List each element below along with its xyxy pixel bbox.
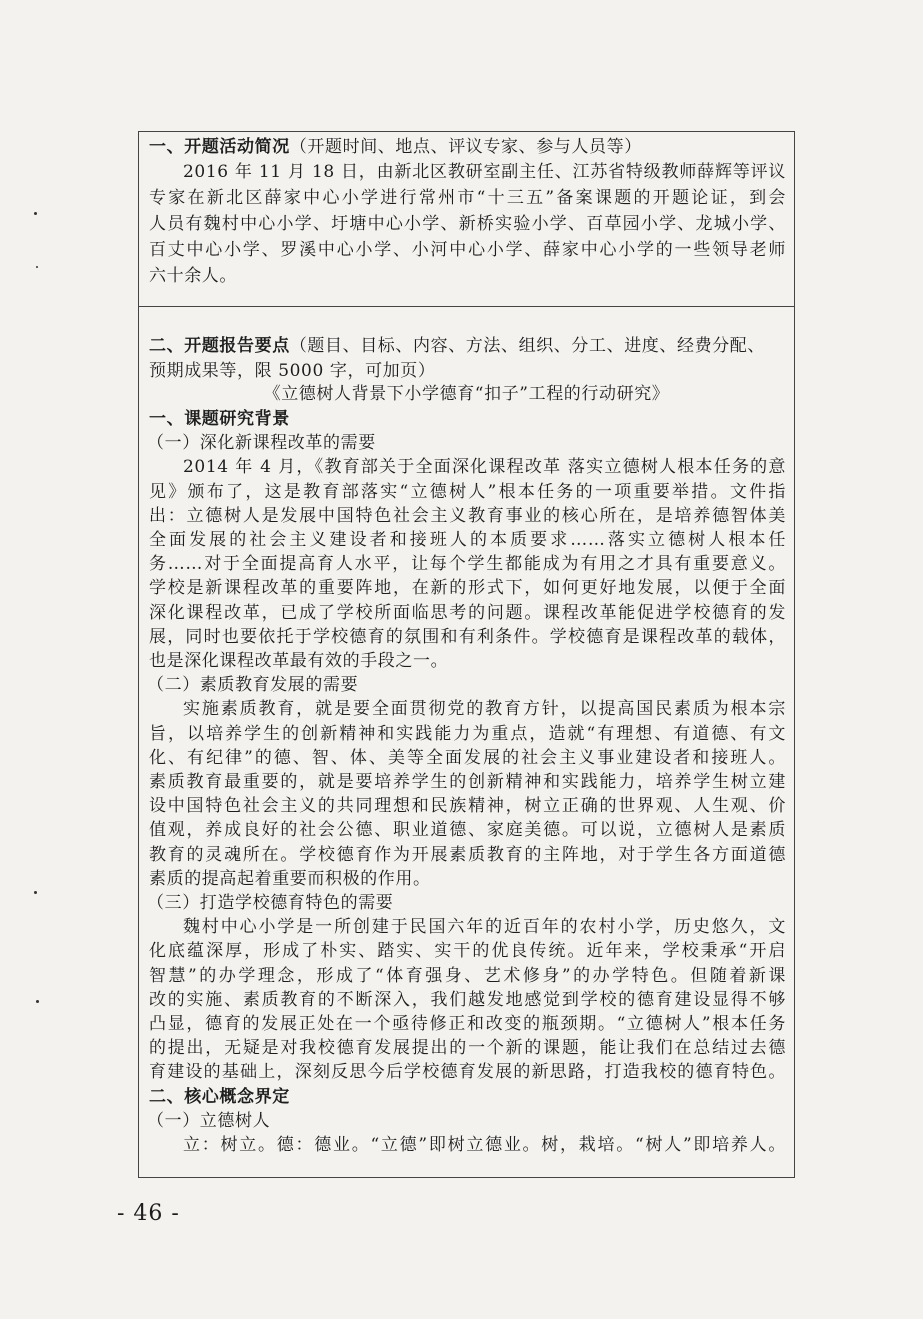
section-subheading: 一、课题研究背景 <box>149 409 290 429</box>
section2-text-line: 立：树立。德：德业。“立德”即树立德业。树，栽培。“树人”即培养人。 <box>183 1135 786 1155</box>
section1-text-line: 专家在新北区薛家中心小学进行常州市“十三五”备案课题的开题论证，到会 <box>149 188 786 208</box>
section2-text-line: 育建设的基础上，深刻反思今后学校德育发展的新思路，打造我校的德育特色。 <box>149 1062 786 1082</box>
section2-text-line: 的提出，无疑是对我校德育发展提出的一个新的课题，能让我们在总结过去德 <box>149 1038 786 1058</box>
section1-heading-line <box>149 135 786 159</box>
section2-text-line: 设中国特色社会主义的共同理想和民族精神，树立正确的世界观、人生观、价 <box>149 796 786 816</box>
section2-text-line: 值观，养成良好的社会公德、职业道德、家庭美德。可以说，立德树人是素质 <box>149 820 786 840</box>
section2-text-line: （三）打造学校德育特色的需要 <box>147 893 394 913</box>
scan-speck <box>36 266 38 268</box>
scan-speck <box>34 891 37 894</box>
section2-text-line: 素质的提高起着重要而积极的作用。 <box>149 869 431 889</box>
section1-text-line: 人员有魏村中心小学、圩塘中心小学、新桥实验小学、百草园小学、龙城小学、 <box>149 214 786 234</box>
section-subheading: 二、核心概念界定 <box>149 1087 290 1107</box>
section2-text-line: 学校是新课程改革的重要阵地，在新的形式下，如何更好地发展，以便于全面 <box>149 578 786 598</box>
section2-text-line: 教育的灵魂所在。学校德育作为开展素质教育的主阵地，对于学生各方面道德 <box>149 845 786 865</box>
section1-text-line: 百丈中心小学、罗溪中心小学、小河中心小学、薛家中心小学的一些领导老师 <box>149 240 786 260</box>
section-report-points <box>139 307 794 1177</box>
section2-heading-note: （题目、目标、内容、方法、组织、分工、进度、经费分配、 <box>289 336 766 356</box>
section2-text-line: 2014 年 4 月，《教育部关于全面深化课程改革 落实立德树人根本任务的意 <box>183 457 786 477</box>
section1-text-line: 六十余人。 <box>149 266 237 286</box>
section2-text-line: 智慧”的办学理念，形成了“体育强身、艺术修身”的办学特色。但随着新课 <box>149 966 786 986</box>
section2-text-line: 也是深化课程改革最有效的手段之一。 <box>149 651 449 671</box>
section2-text-line: 魏村中心小学是一所创建于民国六年的近百年的农村小学，历史悠久，文 <box>183 917 786 937</box>
section2-text-line: 展，同时也要依托于学校德育的氛围和有利条件。学校德育是课程改革的载体， <box>149 627 786 647</box>
section2-text-line: （一）深化新课程改革的需要 <box>147 433 376 453</box>
section2-text-line: 化底蕴深厚，形成了朴实、踏实、实干的优良传统。近年来，学校秉承“开启 <box>149 941 786 961</box>
section1-text-line: 2016 年 11 月 18 日，由新北区教研室副主任、江苏省特级教师薛辉等评议 <box>183 162 786 182</box>
report-title: 《立德树人背景下小学德育“扣子”工程的行动研究》 <box>263 384 670 404</box>
section2-text-line: 务……对于全面提高育人水平，让每个学生都能成为有用之才具有重要意义。 <box>149 554 786 574</box>
section-activity-overview <box>139 132 794 307</box>
section2-text-line: 深化课程改革，已成了学校所面临思考的问题。课程改革能促进学校德育的发 <box>149 603 786 623</box>
scan-speck <box>34 212 37 215</box>
page-number: - 46 - <box>117 1201 180 1226</box>
section2-text-line: 见》颁布了，这是教育部落实“立德树人”根本任务的一项重要举措。文件指 <box>149 482 786 502</box>
section2-text-line: 实施素质教育，就是要全面贯彻党的教育方针，以提高国民素质为根本宗 <box>183 699 786 719</box>
section2-text-line: 化、有纪律”的德、智、体、美等全面发展的社会主义事业建设者和接班人。 <box>149 748 786 768</box>
section1-heading-note: （开题时间、地点、评议专家、参与人员等） <box>289 137 642 157</box>
section2-text-line: 素质教育最重要的，就是要培养学生的创新精神和实践能力，培养学生树立建 <box>149 772 786 792</box>
section2-text-line: 旨，以培养学生的创新精神和实践能力为重点，造就“有理想、有道德、有文 <box>149 724 786 744</box>
section2-text-line: 改的实施、素质教育的不断深入，我们越发地感觉到学校的德育建设显得不够 <box>149 990 786 1010</box>
scan-speck <box>36 1000 39 1003</box>
section2-heading-note-2: 预期成果等，限 5000 字，可加页） <box>149 361 436 381</box>
section1-heading: 一、开题活动简况 <box>149 137 290 157</box>
section2-heading-line <box>149 334 786 358</box>
section2-text-line: 出：立德树人是发展中国特色社会主义教育事业的核心所在，是培养德智体美 <box>149 506 786 526</box>
section2-heading: 二、开题报告要点 <box>149 336 290 356</box>
section2-text-line: （一）立德树人 <box>147 1111 271 1131</box>
section2-text-line: （二）素质教育发展的需要 <box>147 675 359 695</box>
section2-text-line: 凸显，德育的发展正处在一个亟待修正和改变的瓶颈期。“立德树人”根本任务 <box>149 1014 786 1034</box>
form-table <box>138 131 795 1178</box>
section2-text-line: 全面发展的社会主义建设者和接班人的本质要求……落实立德树人根本任 <box>149 530 786 550</box>
